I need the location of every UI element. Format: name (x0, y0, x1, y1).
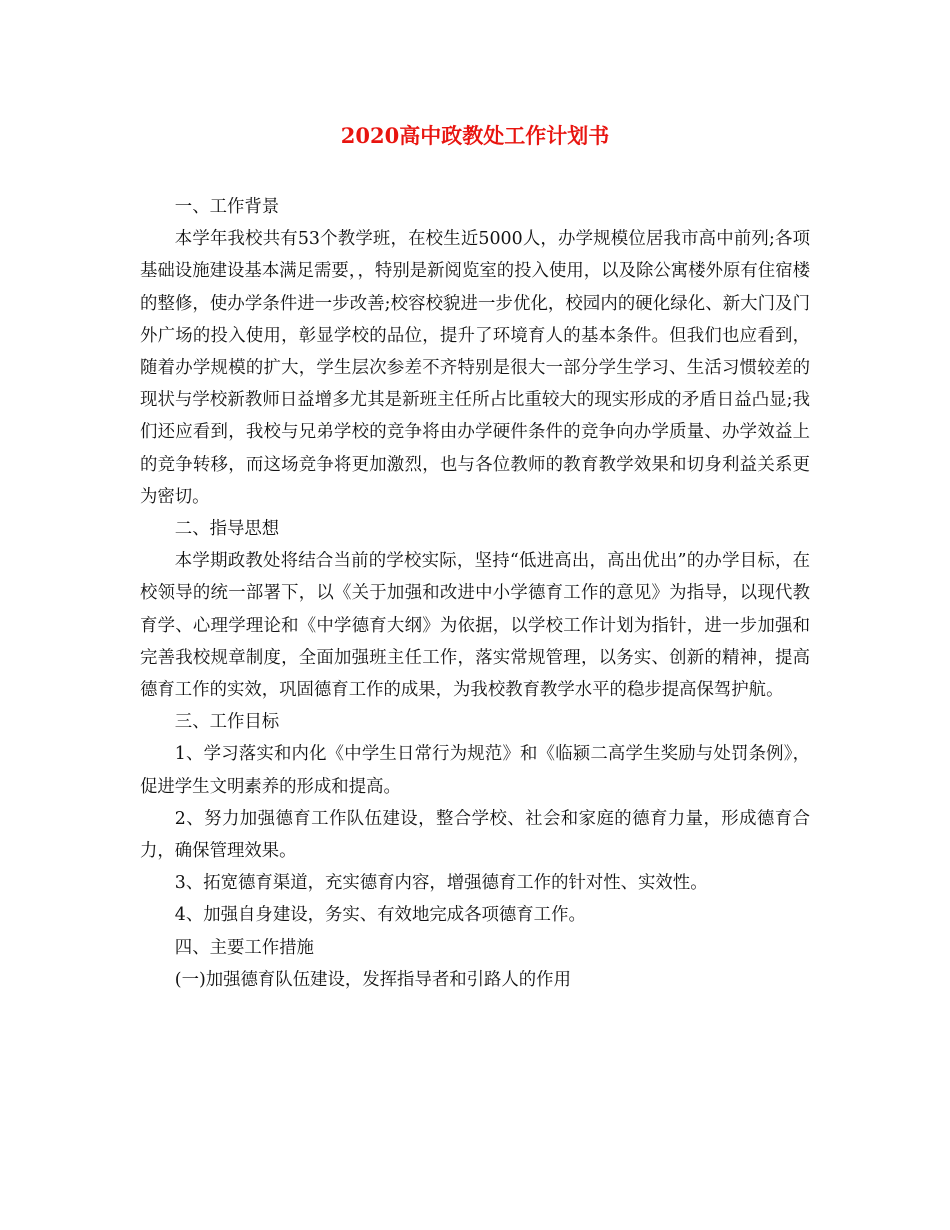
section-heading-main-measures: 四、主要工作措施 (174, 937, 314, 958)
goal-item-2: 2、努力加强德育工作队伍建设，整合学校、社会和家庭的德育力量，形成德育合力，确保管理效果。 (140, 808, 810, 862)
goal-item-1: 1、学习落实和内化《中学生日常行为规范》和《临颍二高学生奖励与处罚条例》，促进学生文明素养的形成和提高。 (140, 744, 810, 797)
document-title: 2020高中政教处工作计划书 (340, 123, 610, 148)
paragraph-guiding-ideology: 本学期政教处将结合当前的学校实际，坚持“低进高出，高出优出”的办学目标，在校领导的统一部署下，以《关于加强和改进中小学德育工作的意见》为指导，以现代教育学、心理学理论和《中学德育大纲》为依据，以学校工作计划为指针，进一步加强和完善我校规章制度，全面加强班主任工作，落实常规管理，以务实、创新的精神，提高德育工作的实效，巩固德育工作的成果，为我校教育教学水平的稳步提高保驾护航。 (140, 551, 810, 701)
section-heading-guiding-ideology: 二、指导思想 (174, 519, 280, 540)
section-heading-background: 一、工作背景 (174, 197, 280, 217)
document-body (140, 191, 810, 996)
section-heading-work-goals: 三、工作目标 (174, 712, 280, 733)
goal-item-3: 3、拓宽德育渠道，充实德育内容，增强德育工作的针对性、实效性。 (174, 873, 708, 894)
paragraph-background: 本学年我校共有53个教学班，在校生近5000人，办学规模位居我市高中前列;各项基础设施建设基本满足需要，，特别是新阅览室的投入使用，以及除公寓楼外原有住宿楼的整修，使办学条件进一步改善;校容校貌进一步优化，校园内的硬化绿化、新大门及门外广场的投入使用，彰显学校的品位，提升了环境育人的基本条件。但我们也应看到，随着办学规模的扩大，学生层次参差不齐特别是很大一部分学生学习、生活习惯较差的现状与学校新教师日益增多尤其是新班主任所占比重较大的现实形成的矛盾日益凸显;我们还应看到，我校与兄弟学校的竞争将由办学硬件条件的竞争向办学质量、办学效益上的竞争转移，而这场竞争将更加激烈，也与各位教师的教育教学效果和切身利益关系更为密切。 (140, 229, 810, 507)
subsection-heading-1: (一)加强德育队伍建设，发挥指导者和引路人的作用 (174, 969, 571, 990)
goal-item-4: 4、加强自身建设，务实、有效地完成各项德育工作。 (174, 905, 586, 926)
